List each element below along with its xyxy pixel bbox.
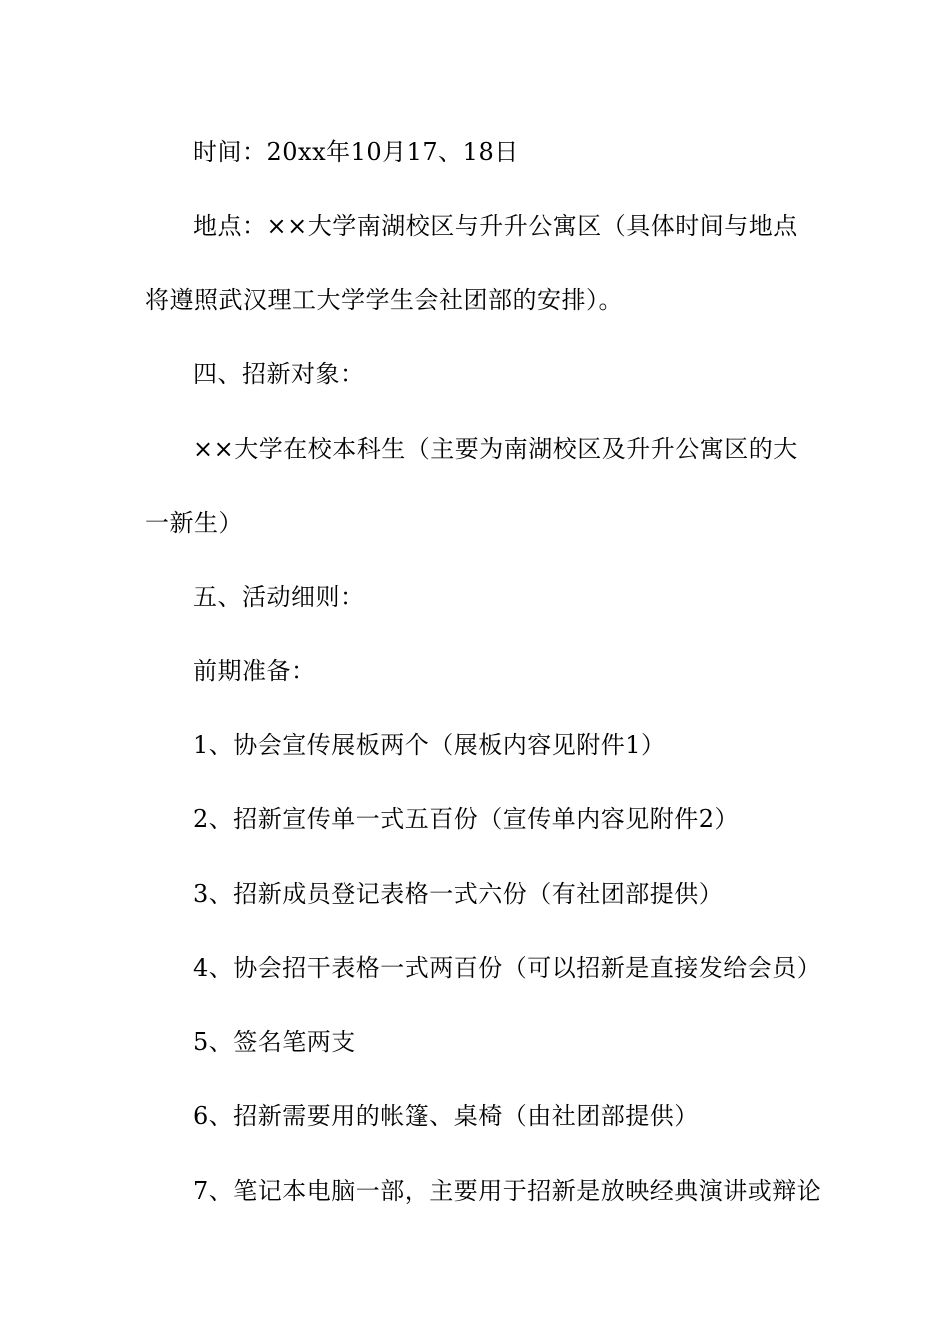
list-item: 6、招新需要用的帐篷、桌椅（由社团部提供） (193, 1102, 699, 1130)
list-item: 3、招新成员登记表格一式六份（有社团部提供） (193, 880, 724, 908)
section-heading-activity-details: 五、活动细则： (193, 583, 365, 611)
target-line: ××大学在校本科生（主要为南湖校区及升升公寓区的大 (193, 435, 798, 463)
list-item: 5、签名笔两支 (193, 1028, 356, 1056)
location-line: 地点：××大学南湖校区与升升公寓区（具体时间与地点 (193, 212, 798, 240)
list-item: 7、笔记本电脑一部，主要用于招新是放映经典演讲或辩论 (193, 1177, 822, 1205)
location-line-continued: 将遵照武汉理工大学学生会社团部的安排）。 (145, 286, 623, 314)
time-line: 时间：20xx年10月17、18日 (193, 138, 519, 166)
section-heading-recruit-target: 四、招新对象： (193, 360, 365, 388)
list-item: 2、招新宣传单一式五百份（宣传单内容见附件2） (193, 805, 740, 833)
list-item: 4、协会招干表格一式两百份（可以招新是直接发给会员） (193, 954, 822, 982)
subheading-preparation: 前期准备： (193, 657, 316, 685)
target-line-continued: 一新生） (145, 509, 243, 537)
list-item: 1、协会宣传展板两个（展板内容见附件1） (193, 731, 666, 759)
